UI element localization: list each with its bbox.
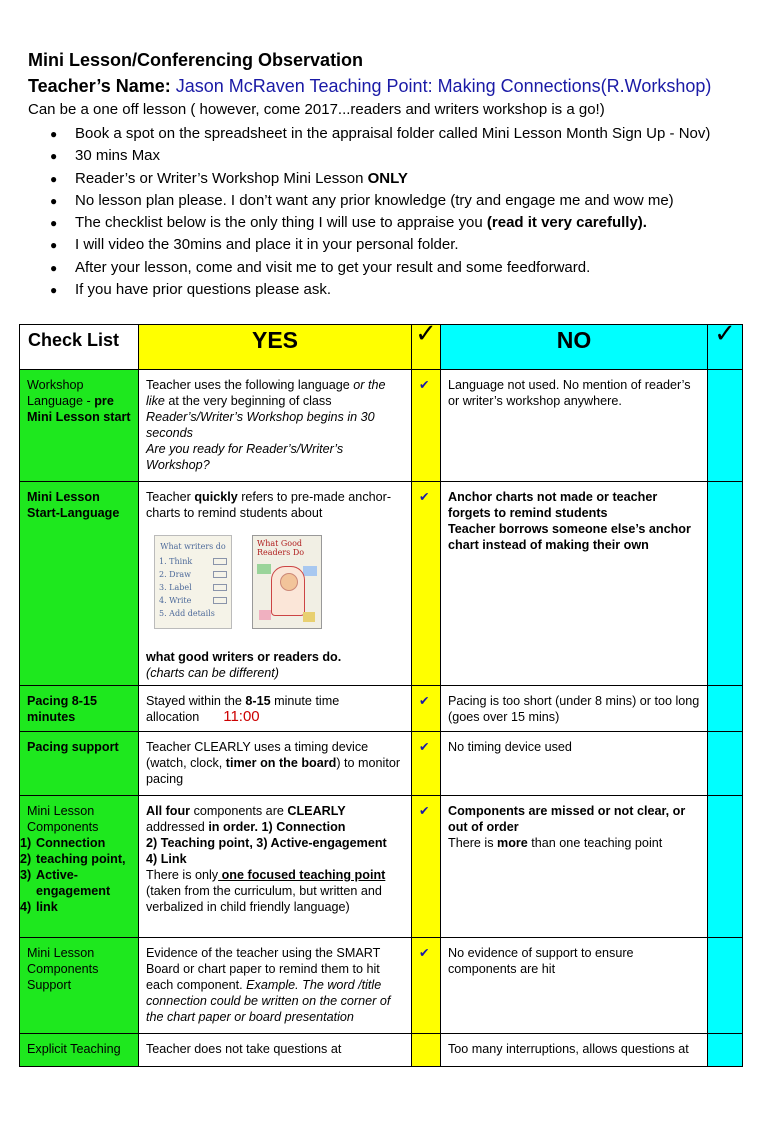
readers-anchor-chart-image: What Good Readers Do (252, 535, 322, 629)
row-label: Mini Lesson Components Support (20, 938, 139, 1034)
no-check-cell[interactable] (708, 938, 743, 1034)
list-item: 4) link (20, 900, 58, 914)
teacher-name-line (28, 76, 711, 97)
no-check-cell[interactable] (708, 1034, 743, 1067)
no-check-cell[interactable] (708, 686, 743, 732)
yes-check-cell[interactable] (412, 796, 441, 938)
page-title: Mini Lesson/Conferencing Observation (28, 50, 364, 70)
row-label: Explicit Teaching (20, 1034, 139, 1067)
list-item: ● I will video the 30mins and place it in your personal folder. (50, 234, 710, 256)
no-criteria: No evidence of support to ensure components are hit (441, 938, 708, 1034)
yes-criteria: Stayed within the 8-15 minute time allocation 11:00 (139, 686, 412, 732)
list-item: ● 30 mins Max (50, 145, 710, 167)
table-row (20, 1034, 743, 1067)
yes-criteria: Evidence of the teacher using the SMART Board or chart paper to remind them to hit each component. Example. The word /title connection could be written on the corner of the chart paper or board presentation (139, 938, 412, 1034)
instructions-list (50, 123, 710, 301)
yes-criteria: All four components are CLEARLY addressed in order. 1) Connection 2) Teaching point, 3) Active-engagement 4) Link There is only one focused teaching point (taken from the curriculum, but written and verbalized in child friendly language) (139, 796, 412, 938)
no-check-cell[interactable] (708, 796, 743, 938)
table-row (20, 370, 743, 482)
yes-criteria: Teacher does not take questions at (139, 1034, 412, 1067)
header-check-list: Check List (20, 325, 139, 370)
yes-check-cell[interactable] (412, 686, 441, 732)
row-label: Mini Lesson Components 1) Connection 2) teaching point, 3) Active-engagement 4) link (20, 796, 139, 938)
check-mark-icon: ✔ (419, 378, 430, 392)
row-label: Mini Lesson Start-Language (20, 482, 139, 686)
yes-check-cell[interactable] (412, 482, 441, 686)
no-check-cell[interactable] (708, 732, 743, 796)
header-yes-check-icon: ✓ (412, 325, 441, 370)
check-list-table (19, 318, 743, 1067)
list-item: 2) teaching point, (20, 852, 126, 866)
row-label: Pacing 8-15 minutes (20, 686, 139, 732)
handwritten-time: 11:00 (223, 708, 260, 725)
no-check-cell[interactable] (708, 370, 743, 482)
list-item: ● If you have prior questions please ask. (50, 279, 710, 301)
table-row (20, 686, 743, 732)
no-criteria: Language not used. No mention of reader’s or writer’s workshop anywhere. (441, 370, 708, 482)
check-mark-icon: ✔ (419, 946, 430, 960)
yes-criteria: Teacher CLEARLY uses a timing device (watch, clock, timer on the board) to monitor pacing (139, 732, 412, 796)
writers-anchor-chart-image: What writers do 1. Think 2. Draw 3. Label 4. Write 5. Add details (154, 535, 232, 629)
list-item: ● Book a spot on the spreadsheet in the appraisal folder called Mini Lesson Month Sign Up - Nov) (50, 123, 710, 145)
row-label: Workshop Language - pre Mini Lesson start (20, 370, 139, 482)
table-row (20, 938, 743, 1034)
check-mark-icon: ✔ (419, 740, 430, 754)
check-mark-icon: ✔ (419, 490, 430, 504)
yes-check-cell[interactable] (412, 938, 441, 1034)
teacher-name-label: Teacher’s Name: (28, 76, 171, 96)
no-check-cell[interactable] (708, 482, 743, 686)
yes-criteria: Teacher quickly refers to pre-made anchor-charts to remind students about What writers do 1. Think 2. Draw 3. Label 4. Write 5. Add details What Good Readers Do what good writers or readers do. (charts can be different) (139, 482, 412, 686)
teacher-name-value: Jason McRaven Teaching Point: Making Connections(R.Workshop) (175, 76, 712, 96)
header-no-check-icon: ✓ (708, 325, 743, 370)
header-no: NO (441, 325, 708, 370)
check-mark-icon: ✔ (419, 694, 430, 708)
yes-check-cell[interactable] (412, 1034, 441, 1067)
no-criteria: Pacing is too short (under 8 mins) or too long (goes over 15 mins) (441, 686, 708, 732)
yes-check-cell[interactable] (412, 732, 441, 796)
row-label: Pacing support (20, 732, 139, 796)
no-criteria: No timing device used (441, 732, 708, 796)
list-item: 3) Active-engagement (20, 868, 111, 898)
table-row (20, 732, 743, 796)
header-yes: YES (139, 325, 412, 370)
list-item: ● No lesson plan please. I don’t want any prior knowledge (try and engage me and wow me) (50, 190, 710, 212)
yes-criteria: Teacher uses the following language or the like at the very beginning of class Reader’s/Writer’s Workshop begins in 30 seconds Are you ready for Reader’s/Writer’s Workshop? (139, 370, 412, 482)
yes-check-cell[interactable] (412, 370, 441, 482)
list-item: ● The checklist below is the only thing I will use to appraise you (read it very carefully). (50, 212, 710, 234)
list-item: 1) Connection (20, 836, 106, 850)
table-row (20, 796, 743, 938)
no-criteria: Anchor charts not made or teacher forgets to remind students Teacher borrows someone else’s anchor chart instead of making their own (441, 482, 708, 686)
list-item: ● After your lesson, come and visit me to get your result and some feedforward. (50, 257, 710, 279)
intro-text: Can be a one off lesson ( however, come 2017...readers and writers workshop is a go!) (28, 101, 605, 118)
no-criteria: Components are missed or not clear, or out of order There is more than one teaching point (441, 796, 708, 938)
table-header-row (20, 325, 743, 370)
no-criteria: Too many interruptions, allows questions at (441, 1034, 708, 1067)
components-list (20, 835, 131, 915)
check-mark-icon: ✔ (419, 804, 430, 818)
table-row (20, 482, 743, 686)
list-item: ● Reader’s or Writer’s Workshop Mini Lesson ONLY (50, 168, 710, 190)
